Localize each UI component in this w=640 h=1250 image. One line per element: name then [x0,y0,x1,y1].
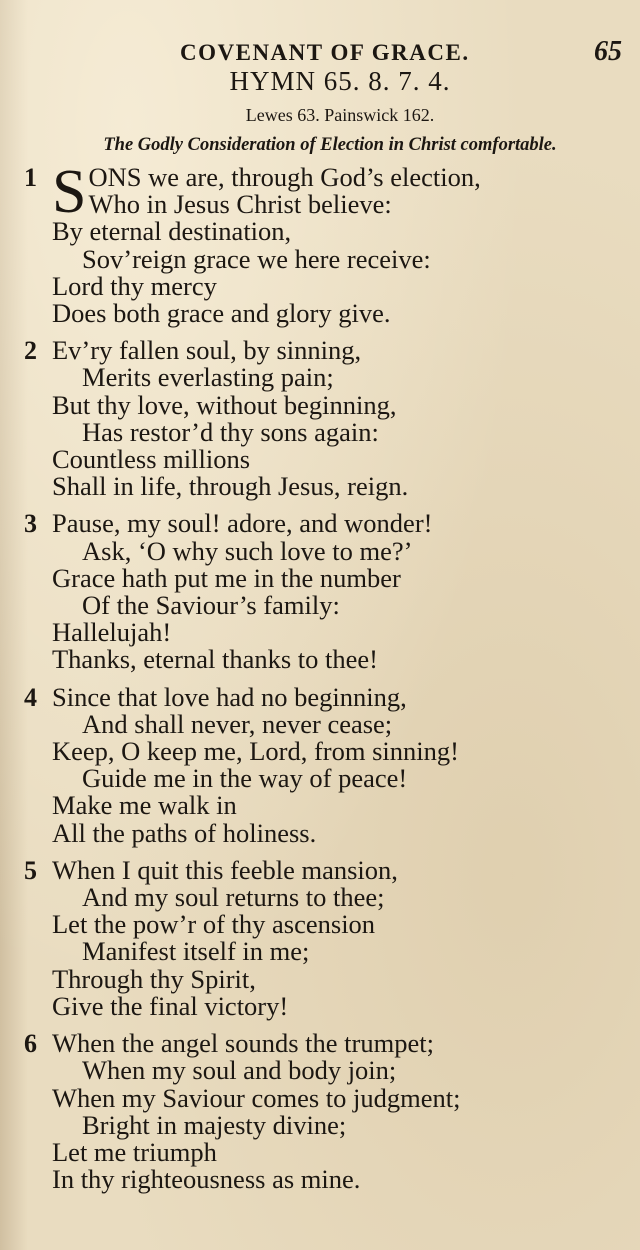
tune-references: Lewes 63. Painswick 162. [245,105,435,125]
verse-line: When my soul and body join; [82,1055,397,1086]
verse-line: Through thy Spirit, [52,963,256,994]
hymn-title: HYMN 65. 8. 7. 4. [229,66,451,96]
verse-line: Give the final victory! [52,990,289,1021]
drop-cap: S [52,158,87,226]
verse-number: 6 [24,1029,37,1059]
hymn-verses [24,158,624,1203]
verse-line: When the angel sounds the trumpet; [52,1028,434,1059]
verse-line: Let the pow’r of thy ascension [52,909,376,940]
verse-number: 2 [24,336,37,366]
verse-line: Lord thy mercy [52,270,217,301]
verse-number: 3 [24,509,37,539]
verse [24,854,624,1021]
verse-line: Sov’reign grace we here receive: [82,243,431,274]
verse-line: Of the Saviour’s family: [82,590,340,621]
verse-line: Does both grace and glory give. [52,298,391,329]
verse-line: Countless millions [52,444,251,475]
verse-line: Pause, my soul! adore, and wonder! [52,508,433,539]
verse-number: 4 [24,682,37,712]
verse-line: And my soul returns to thee; [82,882,385,913]
verse-line: Keep, O keep me, Lord, from sinning! [52,736,459,767]
verse-line: Bright in majesty divine; [82,1109,347,1140]
verse-line: Has restor’d thy sons again: [82,416,379,447]
hymn-subtitle: The Godly Consideration of Election in Christ comfortable. [103,135,557,155]
verse-line: Shall in life, through Jesus, reign. [52,471,409,502]
verse-body [44,158,624,226]
verse-line: Hallelujah! [52,617,172,648]
verse [24,158,624,329]
verse-line: Guide me in the way of peace! [82,763,408,794]
verse-line: Thanks, eternal thanks to thee! [52,644,378,675]
verse-line: When my Saviour comes to judgment; [52,1082,461,1113]
verse-line: Who in Jesus Christ believe: [88,189,392,220]
verse-line: ONS we are, through God’s election, [88,162,481,192]
verse-line: Merits everlasting pain; [82,362,334,393]
verse-line: All the paths of holiness. [52,817,317,848]
verse-number: 1 [24,163,37,192]
verse-line: Ask, ‘O why such love to me?’ [82,535,413,566]
verse-line: When I quit this feeble mansion, [52,854,398,885]
verse-line: But thy love, without beginning, [52,389,397,420]
hymn-header [0,64,640,158]
verse-line: By eternal destination, [52,216,292,247]
verse-line: Make me walk in [52,790,237,821]
running-title: COVENANT OF GRACE. [180,40,470,65]
page-number: 65 [594,36,622,67]
verse [24,337,624,500]
verse-line: Manifest itself in me; [82,936,310,967]
verse-line: And shall never, never cease; [82,708,393,739]
verse-line: Since that love had no beginning, [52,681,407,712]
verse [24,510,624,673]
verse-line: Grace hath put me in the number [52,562,401,593]
verse-line: Ev’ry fallen soul, by sinning, [52,335,362,366]
verse-number: 5 [24,855,37,885]
verse [24,681,624,848]
verse-line: Let me triumph [52,1136,217,1167]
verse-line: In thy righteousness as mine. [52,1164,361,1195]
verse [24,1030,624,1193]
